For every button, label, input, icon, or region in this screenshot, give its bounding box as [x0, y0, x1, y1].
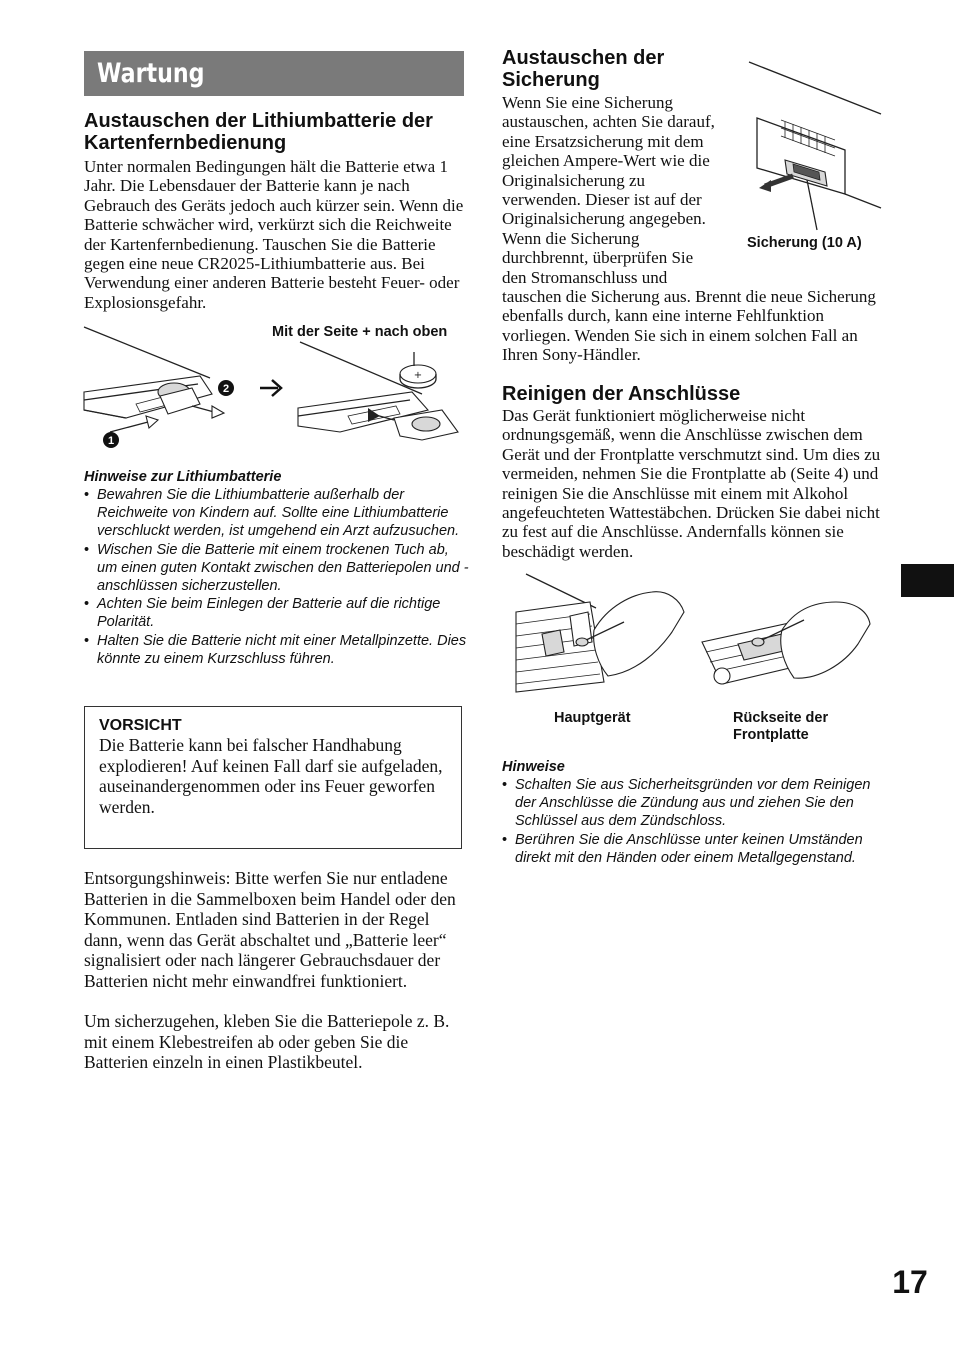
warning-text: Die Batterie kann bei falscher Handhabung explodieren! Auf keinen Fall darf sie aufgeladen, auseinandergenommen oder ins Feuer geworfen werden. — [99, 735, 443, 817]
warning-title: VORSICHT — [99, 717, 182, 734]
fuse-line: Wenn die Sicherung — [502, 228, 640, 248]
battery-notes-list — [84, 486, 469, 668]
fuse-line: Wenn Sie eine Sicherung — [502, 93, 673, 112]
cleaning-note: • Berühren Sie die Anschlüsse unter keinen Umständen direkt mit den Händen oder einem Metallgegenstand. — [502, 831, 872, 867]
fuse-paragraph-lines — [502, 93, 752, 287]
warning-box — [84, 706, 462, 849]
cleaning-notes-list — [502, 776, 872, 867]
cleaning-illustration — [512, 572, 892, 702]
cleaning-caption-front-plate: Rückseite der Frontplatte — [733, 710, 829, 743]
fuse-line: Originalsicherung zu — [502, 170, 646, 190]
step-2-marker: 2 — [222, 383, 230, 395]
cleaning-notes-title: Hinweise — [502, 759, 565, 775]
battery-paragraph: Unter normalen Bedingungen hält die Batterie etwa 1 Jahr. Die Lebensdauer der Batterie kann je nach Gebrauch des Geräts jedoch auch kürzer sein. Wenn die Batterie schwächer wird, verkürzt sich die Reichweite der Kartenfernbedienung. Tauschen Sie die Batterie gegen eine neue CR2025-Lithiumbatterie aus. Bei Verwendung einer anderen Batterie besteht Feuer- oder Explosionsgefahr. — [84, 157, 464, 312]
battery-note: • Wischen Sie die Batterie mit einem trockenen Tuch ab, um einen guten Kontakt zwischen den Batteriepolen und -anschlüssen sicherzustellen. — [84, 541, 469, 596]
fuse-line: durchbrennt, überprüfen Sie — [502, 248, 694, 268]
battery-notes-title: Hinweise zur Lithiumbatterie — [84, 469, 282, 485]
battery-heading: Austauschen der Lithiumbatterie der Kartenfernbedienung — [84, 110, 433, 154]
fuse-heading: Austauschen der Sicherung — [502, 47, 665, 91]
fuse-figure-caption: Sicherung (10 A) — [747, 235, 862, 251]
cleaning-heading: Reinigen der Anschlüsse — [502, 383, 741, 405]
section-title-banner — [84, 51, 464, 96]
fuse-line: den Stromanschluss und — [502, 267, 668, 287]
cleaning-paragraph: Das Gerät funktioniert möglicherweise nicht ordnungsgemäß, wenn die Anschlüsse zwischen dem Gerät und der Frontplatte verschmutzt sind. Um dies zu vermeiden, nehmen Sie die Frontplatte ab (Seite 4) und reinigen Sie die Anschlüsse mit einem mit Alkohol angefeuchteten Wattestäbchen. Drücken Sie dabei nicht zu fest auf die Anschlüsse. Andernfalls können sie beschädigt werden. — [502, 406, 881, 561]
disposal-paragraph-2: Um sicherzugehen, kleben Sie die Batteriepole z. B. mit einem Klebestreifen ab oder geben Sie die Batterien einzeln in einen Plastikbeutel. — [84, 1011, 450, 1072]
battery-note: • Bewahren Sie die Lithiumbatterie außerhalb der Reichweite von Kindern auf. Sollte eine Lithiumbatterie verschluckt werden, ist umgehend ein Arzt aufzusuchen. — [84, 486, 469, 541]
fuse-paragraph-rest: tauschen die Sicherung aus. Brennt die neue Sicherung ebenfalls durch, kann eine interne Fehlfunktion vorliegen. Wenden Sie sich in einem solchen Fall an Ihren Sony-Händler. — [502, 287, 876, 365]
chapter-tab-marker — [901, 564, 954, 597]
cleaning-note: • Schalten Sie aus Sicherheitsgründen vor dem Reinigen der Anschlüsse die Zündung aus und ziehen Sie den Schlüssel aus dem Zündschloss. — [502, 776, 872, 831]
battery-note: • Halten Sie die Batterie nicht mit einer Metallpinzette. Dies könnte zu einem Kurzschluss führen. — [84, 632, 469, 668]
fuse-line: eine Ersatzsicherung mit dem — [502, 131, 704, 151]
fuse-line: verwenden. Dieser ist auf der — [502, 190, 702, 210]
disposal-paragraph-1: Entsorgungshinweis: Bitte werfen Sie nur entladene Batterien in die Sammelboxen beim Handel oder den Kommunen. Entladen sind Batterien in der Regel dann, wenn das Gerät abschaltet und „Batterie leer“ signalisiert oder nach längerer Gebrauchsdauer der Batterien nicht mehr einwandfrei funktioniert. — [84, 868, 456, 991]
battery-figure-caption: Mit der Seite + nach oben — [272, 324, 448, 340]
fuse-line: Originalsicherung angegeben. — [502, 209, 706, 229]
section-title: Wartung — [97, 58, 205, 89]
fuse-line: gleichen Ampere-Wert wie die — [502, 151, 710, 171]
step-1-marker: 1 — [107, 435, 115, 447]
fuse-line: austauschen, achten Sie darauf, — [502, 112, 715, 132]
battery-note: • Achten Sie beim Einlegen der Batterie auf die richtige Polarität. — [84, 595, 469, 631]
svg-text:+: + — [413, 370, 423, 381]
page-number: 17 — [892, 1264, 928, 1300]
fuse-illustration — [745, 58, 885, 233]
cleaning-caption-main-unit: Hauptgerät — [554, 710, 631, 726]
battery-replacement-illustration — [82, 322, 462, 457]
